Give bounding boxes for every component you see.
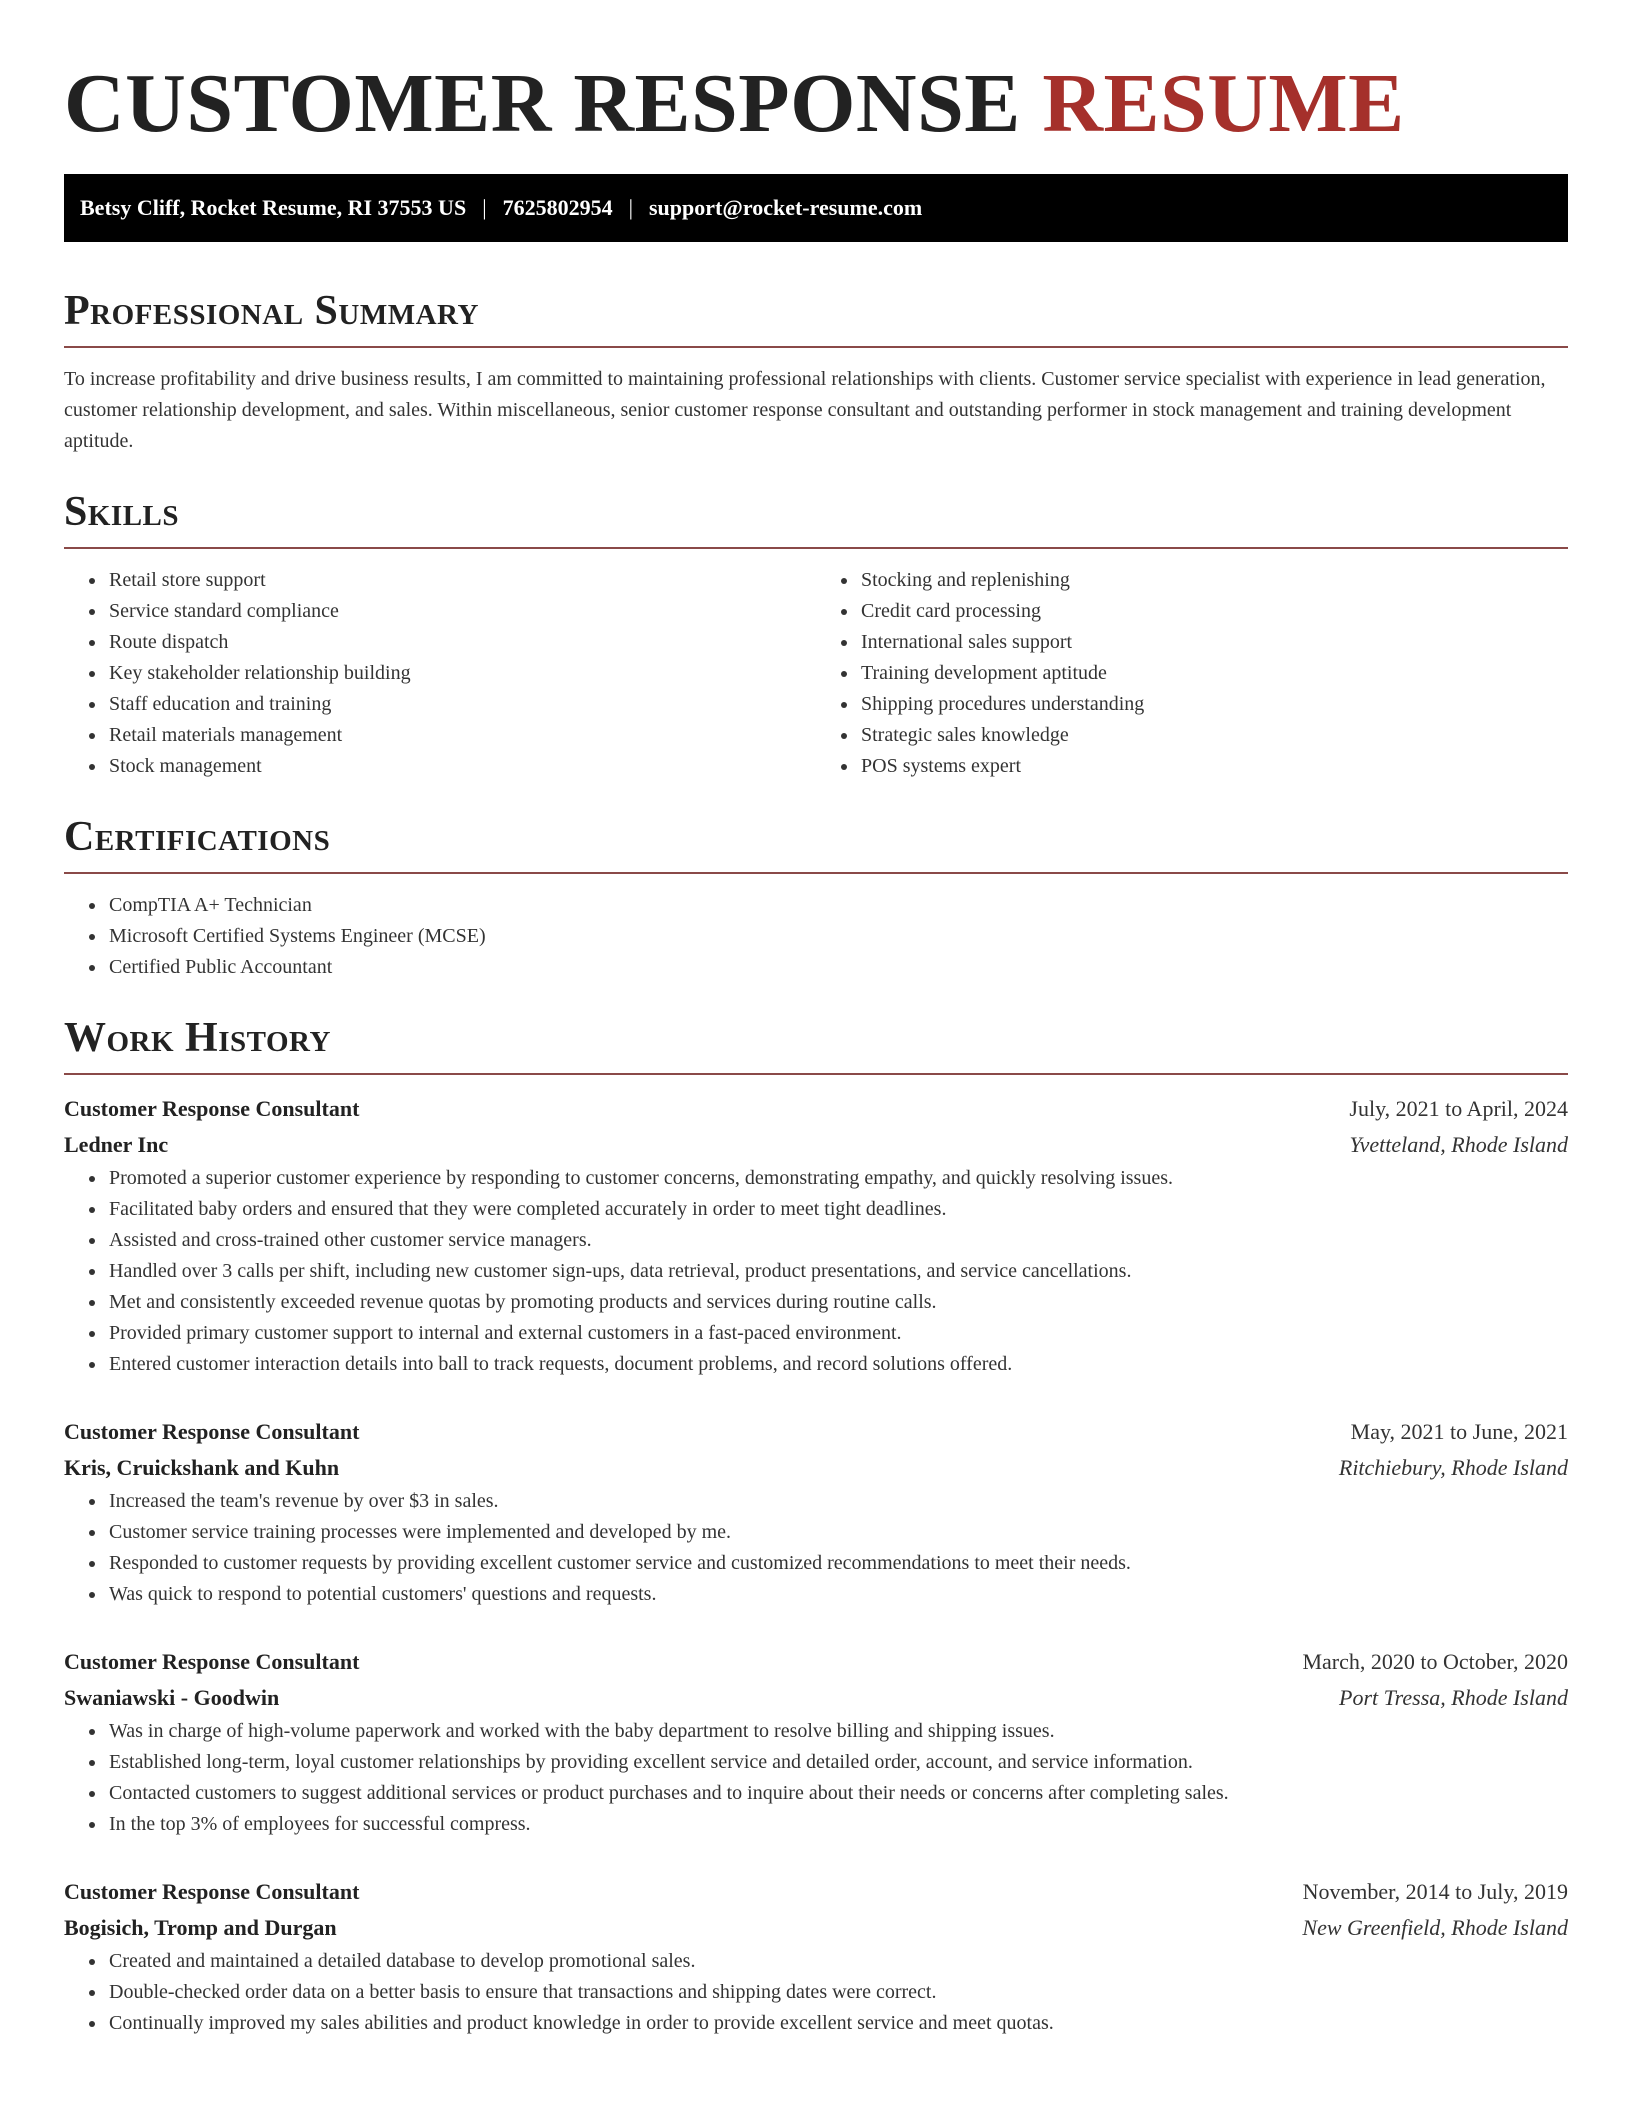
job-location: New Greenfield, Rhode Island [1302,1915,1568,1940]
job-bullet: • Double-checked order data on a better basis to ensure that transactions and shipping dates were correct. [107,1977,1568,2008]
skill-item: • Strategic sales knowledge [859,720,1568,751]
job-location: Yvetteland, Rhode Island [1349,1132,1568,1157]
job-bullet-list [64,1163,1568,1380]
job-subheader [64,1680,1568,1716]
job-bullet: • In the top 3% of employees for successful compress. [107,1809,1568,1840]
job-bullet: • Created and maintained a detailed database to develop promotional sales. [107,1946,1568,1977]
skill-item: • Stocking and replenishing [859,565,1568,596]
job-bullet: • Continually improved my sales abilities and product knowledge in order to provide excellent service and meet quotas. [107,2008,1568,2039]
job-dates: November, 2014 to July, 2019 [1302,1879,1568,1904]
title-accent: RESUME [1042,57,1405,150]
summary-text: To increase profitability and drive business results, I am committed to maintaining professional relationships with clients. Customer service specialist with experience in lead generation, customer relationship development, and sales. Within miscellaneous, senior customer response consultant and outstanding performer in stock management and training development aptitude. [64,368,1546,452]
section-divider [64,872,1568,874]
certification-item: • Certified Public Accountant [107,952,1568,983]
contact-separator: | [628,195,633,220]
job-bullet: • Was in charge of high-volume paperwork and worked with the baby department to resolve billing and shipping issues. [107,1716,1568,1747]
skills-section [64,487,1568,782]
job-bullet: • Promoted a superior customer experience by responding to customer concerns, demonstrating empathy, and quickly resolving issues. [107,1163,1568,1194]
job-entry [64,1644,1568,1840]
job-bullet: • Customer service training processes were implemented and developed by me. [107,1517,1568,1548]
job-subheader [64,1127,1568,1163]
job-bullet-list [64,1486,1568,1610]
job-subheader [64,1910,1568,1946]
job-title: Customer Response Consultant [64,1096,360,1121]
summary-section [64,286,1568,457]
skills-list-right [816,565,1568,782]
job-dates: March, 2020 to October, 2020 [1302,1649,1568,1674]
skill-item: • Shipping procedures understanding [859,689,1568,720]
job-bullet-list [64,1946,1568,2039]
contact-address: Betsy Cliff, Rocket Resume, RI 37553 US [80,195,467,220]
certification-item: • CompTIA A+ Technician [107,890,1568,921]
section-heading-skills: Skills [64,489,180,535]
section-divider [64,1073,1568,1075]
skill-item: • International sales support [859,627,1568,658]
skill-item: • Credit card processing [859,596,1568,627]
job-title: Customer Response Consultant [64,1879,360,1904]
skill-item: • Retail materials management [107,720,816,751]
skill-item: • Retail store support [107,565,816,596]
job-entry [64,1414,1568,1610]
skill-item: • Service standard compliance [107,596,816,627]
job-subheader [64,1450,1568,1486]
certification-item: • Microsoft Certified Systems Engineer (MCSE) [107,921,1568,952]
work-history-section [64,1013,1568,2039]
section-heading-certifications: Certifications [64,814,331,860]
certifications-section [64,812,1568,983]
job-location: Port Tressa, Rhode Island [1339,1685,1568,1710]
job-company: Bogisich, Tromp and Durgan [64,1915,337,1940]
job-bullet: • Contacted customers to suggest additional services or product purchases and to inquire about their needs or concerns after completing sales. [107,1778,1568,1809]
contact-separator: | [482,195,487,220]
job-company: Ledner Inc [64,1132,169,1157]
job-dates: May, 2021 to June, 2021 [1350,1419,1568,1444]
title-main: CUSTOMER RESPONSE [64,57,1021,150]
job-company: Kris, Cruickshank and Kuhn [64,1455,340,1480]
job-bullet-list [64,1716,1568,1840]
contact-email: support@rocket-resume.com [649,195,923,220]
certifications-list [64,890,1568,983]
job-bullet: • Met and consistently exceeded revenue quotas by promoting products and services during routine calls. [107,1287,1568,1318]
section-heading-summary: Professional Summary [64,288,479,334]
job-title: Customer Response Consultant [64,1649,360,1674]
job-location: Ritchiebury, Rhode Island [1338,1455,1568,1480]
skill-item: • Training development aptitude [859,658,1568,689]
section-divider [64,346,1568,348]
job-dates: July, 2021 to April, 2024 [1349,1096,1568,1121]
job-header [64,1414,1568,1450]
job-header [64,1644,1568,1680]
section-heading-work-history: Work History [64,1015,331,1061]
skills-list-left [64,565,816,782]
job-bullet: • Facilitated baby orders and ensured that they were completed accurately in order to meet tight deadlines. [107,1194,1568,1225]
job-company: Swaniawski - Goodwin [64,1685,280,1710]
resume-title [64,0,1568,154]
contact-phone: 7625802954 [502,195,613,220]
skills-grid [64,565,1568,782]
job-bullet: • Provided primary customer support to internal and external customers in a fast-paced environment. [107,1318,1568,1349]
job-bullet: • Increased the team's revenue by over $3 in sales. [107,1486,1568,1517]
skill-item: • Staff education and training [107,689,816,720]
job-bullet: • Was quick to respond to potential customers' questions and requests. [107,1579,1568,1610]
job-bullet: • Responded to customer requests by providing excellent customer service and customized recommendations to meet their needs. [107,1548,1568,1579]
job-title: Customer Response Consultant [64,1419,360,1444]
job-header [64,1091,1568,1127]
skill-item: • Key stakeholder relationship building [107,658,816,689]
job-header [64,1874,1568,1910]
skill-item: • Route dispatch [107,627,816,658]
skill-item: • POS systems expert [859,751,1568,782]
job-bullet: • Established long-term, loyal customer relationships by providing excellent service and detailed order, account, and service information. [107,1747,1568,1778]
job-bullet: • Entered customer interaction details into ball to track requests, document problems, and record solutions offered. [107,1349,1568,1380]
job-entry [64,1091,1568,1380]
job-bullet: • Assisted and cross-trained other customer service managers. [107,1225,1568,1256]
contact-bar [64,174,1568,242]
skill-item: • Stock management [107,751,816,782]
job-bullet: • Handled over 3 calls per shift, including new customer sign-ups, data retrieval, product presentations, and service cancellations. [107,1256,1568,1287]
section-divider [64,547,1568,549]
job-entry [64,1874,1568,2039]
